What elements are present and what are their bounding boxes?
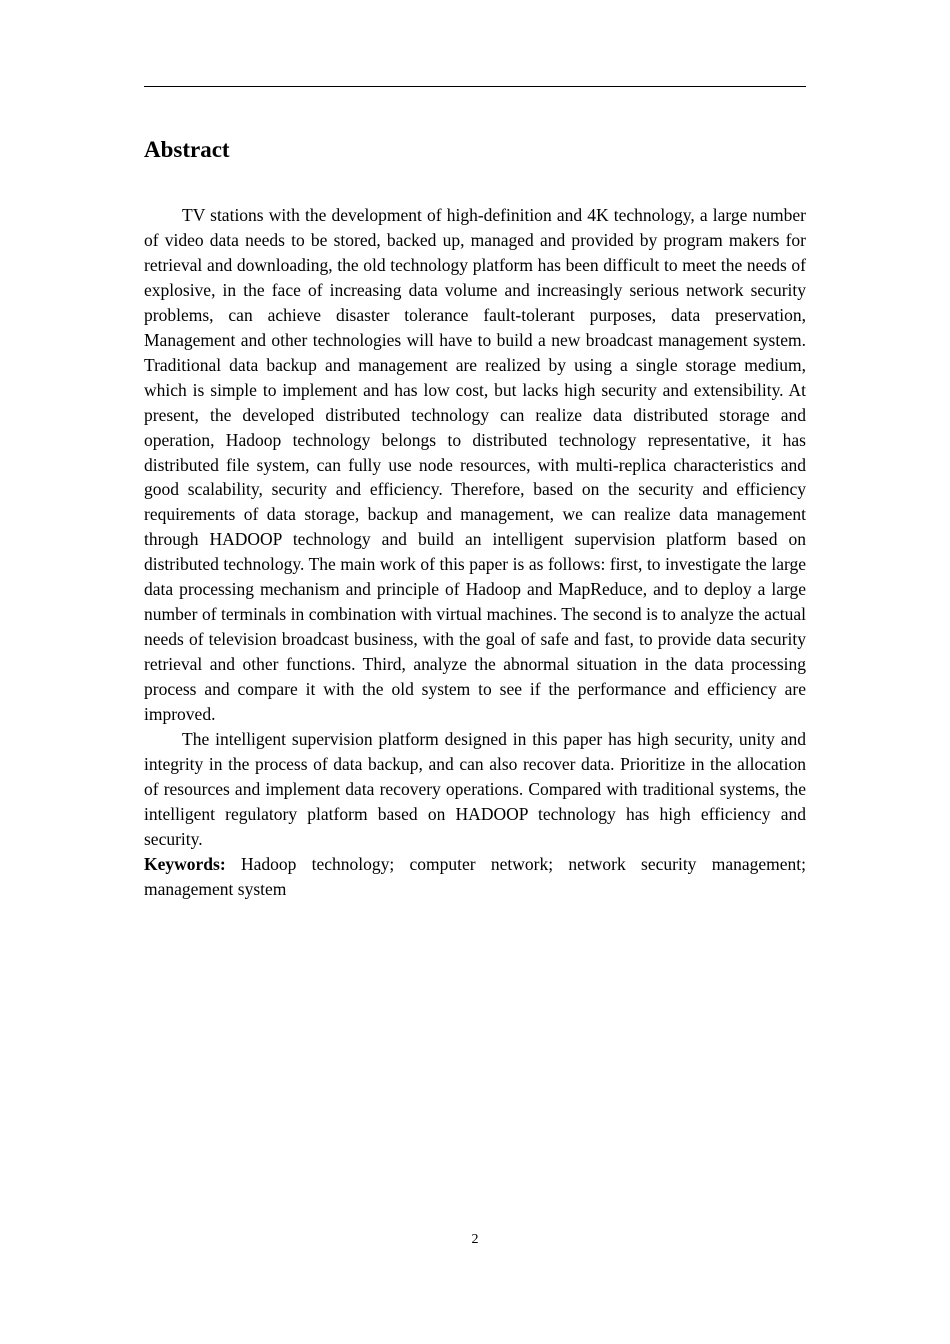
keywords-label: Keywords: [144, 853, 226, 874]
page-title: Abstract [144, 137, 230, 162]
abstract-body [144, 203, 806, 902]
keywords-text: Hadoop technology; computer network; network security management; management system [144, 853, 806, 899]
header-rule [144, 86, 806, 87]
abstract-paragraph-1: TV stations with the development of high-definition and 4K technology, a large number of video data needs to be stored, backed up, managed and provided by program makers for retrieval and downloading, the old technology platform has been difficult to meet the needs of explosive, in the face of increasing data volume and increasingly serious network security problems, can achieve disaster tolerance fault-tolerant purposes, data preservation, Management and other technologies will have to build a new broadcast management system. Traditional data backup and management are realized by using a single storage medium, which is simple to implement and has low cost, but lacks high security and extensibility. At present, the developed distributed technology can realize data distributed storage and operation, Hadoop technology belongs to distributed technology representative, it has distributed file system, can fully use node resources, with multi-replica characteristics and good scalability, security and efficiency. Therefore, based on the security and efficiency requirements of data storage, backup and management, we can realize data management through HADOOP technology and build an intelligent supervision platform based on distributed technology. The main work of this paper is as follows: first, to investigate the large data processing mechanism and principle of Hadoop and MapReduce, and to deploy a large number of terminals in combination with virtual machines. The second is to analyze the actual needs of television broadcast business, with the goal of safe and fast, to provide data security retrieval and other functions. Third, analyze the abnormal situation in the data processing process and compare it with the old system to see if the performance and efficiency are improved. [144, 205, 806, 725]
keywords-line [144, 852, 806, 902]
abstract-paragraph-2: The intelligent supervision platform designed in this paper has high security, unity and integrity in the process of data backup, and can also recover data. Prioritize in the allocation of resources and implement data recovery operations. Compared with traditional systems, the intelligent regulatory platform based on HADOOP technology has high efficiency and security. [144, 729, 806, 849]
page-number: 2 [471, 1232, 479, 1247]
